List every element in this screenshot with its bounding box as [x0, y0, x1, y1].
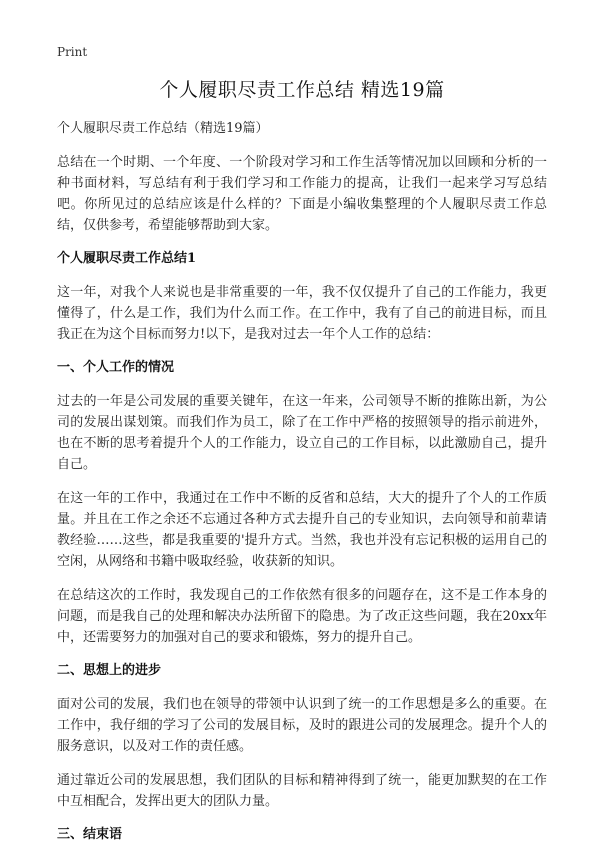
intro-paragraph: 总结在一个时期、一个年度、一个阶段对学习和工作生活等情况加以回顾和分析的一种书面材料，写总结有利于我们学习和工作能力的提高，让我们一起来学习写总结吧。你所见过的总结应该是什么样的？下面是小编收集整理的个人履职尽责工作总结，仅供参考，希望能够帮助到大家。 — [57, 155, 547, 233]
work-paragraph-3: 在总结这次的工作时，我发现自己的工作依然有很多的问题存在，这不是工作本身的问题，而是我自己的处理和解决办法所留下的隐患。为了改正这些问题，我在20xx年中，还需要努力的加强对自己的要求和锻炼，努力的提升自己。 — [57, 588, 547, 645]
print-label[interactable]: Print — [57, 45, 88, 59]
document-title: 个人履职尽责工作总结 精选19篇 — [159, 79, 445, 101]
thought-paragraph-1: 面对公司的发展，我们也在领导的带领中认识到了统一的工作思想是多么的重要。在工作中，我仔细的学习了公司的发展目标，及时的跟进公司的发展理念。提升个人的服务意识，以及对工作的责任感。 — [57, 697, 547, 754]
work-paragraph-2: 在这一年的工作中，我通过在工作中不断的反省和总结，大大的提升了个人的工作质量。并且在工作之余还不忘通过各种方式去提升自己的专业知识，去向领导和前辈请教经验……这些，都是我重要的'提升方式。当然，我也并没有忘记积极的运用自己的空闲，从网络和书籍中吸取经验，收获新的知识。 — [57, 491, 547, 569]
section-heading-work: 一、个人工作的情况 — [57, 360, 175, 375]
thought-paragraph-2: 通过靠近公司的发展思想，我们团队的目标和精神得到了统一，能更加默契的在工作中互相配合，发挥出更大的团队力量。 — [57, 773, 547, 809]
section-heading-conclusion: 三、结束语 — [57, 827, 123, 842]
work-paragraph-1: 过去的一年是公司发展的重要关键年，在这一年来，公司领导不断的推陈出新，为公司的发展出谋划策。而我们作为员工，除了在工作中严格的按照领导的指示前进外，也在不断的思考着提升个人的工作能力，设立自己的工作目标，以此激励自己，提升自己。 — [57, 394, 547, 472]
article-intro-paragraph: 这一年，对我个人来说也是非常重要的一年，我不仅仅提升了自己的工作能力，我更懂得了，什么是工作，我们为什么而工作。在工作中，我有了自己的前进目标，而且我正在为这个目标而努力!以下，是我对过去一年个人工作的总结： — [57, 285, 547, 342]
section-heading-thought: 二、思想上的进步 — [57, 663, 162, 678]
document-subtitle: 个人履职尽责工作总结（精选19篇） — [57, 121, 269, 136]
article-heading: 个人履职尽责工作总结1 — [57, 251, 197, 266]
